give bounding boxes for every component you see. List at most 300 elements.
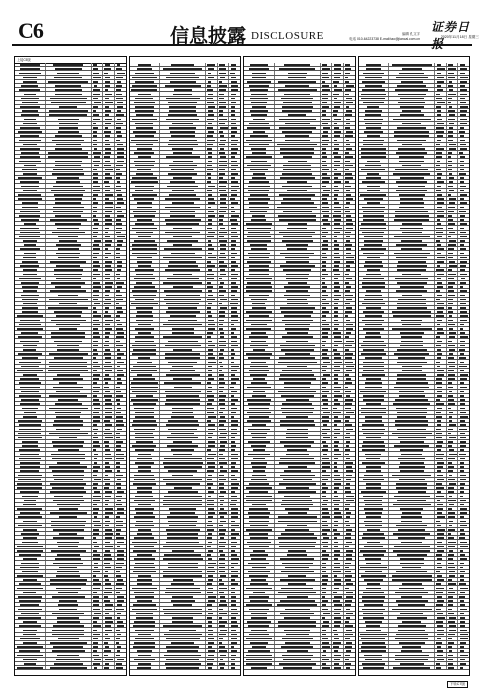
table-cell bbox=[344, 289, 355, 292]
table-cell bbox=[206, 293, 218, 296]
print-ink bbox=[93, 366, 100, 368]
print-ink bbox=[94, 458, 97, 460]
print-ink bbox=[117, 500, 121, 502]
print-ink bbox=[346, 642, 352, 644]
print-ink bbox=[54, 274, 82, 276]
print-ink bbox=[208, 600, 216, 602]
table-cell bbox=[244, 201, 275, 204]
table-cell bbox=[15, 109, 46, 112]
table-cell bbox=[115, 360, 126, 363]
table-cell bbox=[344, 84, 355, 87]
print-ink bbox=[220, 194, 228, 196]
print-ink bbox=[19, 395, 41, 397]
print-ink bbox=[253, 449, 266, 451]
table-cell bbox=[344, 528, 355, 531]
table-cell bbox=[229, 243, 240, 246]
table-cell bbox=[15, 503, 46, 506]
table-cell bbox=[92, 302, 104, 305]
table-cell bbox=[115, 473, 126, 476]
table-cell bbox=[359, 105, 390, 108]
print-ink bbox=[166, 311, 200, 313]
print-ink bbox=[208, 638, 214, 640]
table-cell bbox=[130, 243, 161, 246]
table-cell bbox=[321, 323, 333, 326]
table-cell bbox=[115, 658, 126, 661]
print-ink bbox=[163, 575, 202, 577]
print-ink bbox=[17, 575, 43, 577]
table-cell bbox=[130, 155, 161, 158]
print-ink bbox=[219, 131, 223, 133]
print-ink bbox=[346, 483, 351, 485]
print-ink bbox=[208, 123, 213, 125]
table-cell bbox=[321, 574, 333, 577]
table-cell bbox=[15, 662, 46, 665]
print-ink bbox=[207, 299, 214, 301]
table-cell bbox=[46, 214, 92, 217]
print-ink bbox=[135, 186, 154, 188]
print-ink bbox=[346, 609, 351, 611]
print-ink bbox=[253, 550, 265, 552]
table-cell bbox=[92, 109, 104, 112]
print-ink bbox=[322, 194, 328, 196]
print-ink bbox=[322, 303, 329, 305]
print-ink bbox=[346, 412, 354, 414]
print-ink bbox=[164, 496, 202, 498]
print-ink bbox=[345, 349, 349, 351]
print-ink bbox=[17, 483, 42, 485]
table-cell bbox=[103, 503, 115, 506]
print-ink bbox=[346, 613, 353, 615]
table-cell bbox=[160, 264, 206, 267]
table-cell bbox=[92, 88, 104, 91]
table-cell bbox=[321, 415, 333, 418]
table-cell bbox=[103, 394, 115, 397]
table-cell bbox=[46, 603, 92, 606]
print-ink bbox=[323, 621, 330, 623]
print-ink bbox=[449, 89, 453, 91]
listing-column-4 bbox=[358, 56, 471, 676]
print-ink bbox=[220, 500, 224, 502]
print-ink bbox=[252, 106, 267, 108]
print-ink bbox=[231, 433, 237, 435]
print-ink bbox=[116, 420, 123, 422]
print-ink bbox=[219, 311, 225, 313]
print-ink bbox=[105, 537, 112, 539]
print-ink bbox=[105, 583, 111, 585]
print-ink bbox=[93, 650, 97, 652]
print-ink bbox=[137, 219, 152, 221]
print-ink bbox=[166, 529, 200, 531]
table-cell bbox=[344, 624, 355, 627]
table-cell bbox=[244, 97, 275, 100]
table-cell bbox=[92, 214, 104, 217]
table-cell bbox=[15, 452, 46, 455]
table-cell bbox=[321, 356, 333, 359]
table-cell bbox=[344, 499, 355, 502]
table-cell bbox=[206, 607, 218, 610]
print-ink bbox=[246, 638, 272, 640]
table-cell bbox=[344, 314, 355, 317]
table-cell bbox=[15, 272, 46, 275]
table-cell bbox=[244, 247, 275, 250]
print-ink bbox=[333, 349, 336, 351]
table-cell bbox=[344, 461, 355, 464]
table-cell bbox=[344, 607, 355, 610]
table-cell bbox=[103, 616, 115, 619]
print-ink bbox=[219, 546, 225, 548]
print-ink bbox=[50, 98, 87, 100]
print-ink bbox=[231, 257, 235, 259]
table-cell bbox=[130, 499, 161, 502]
print-ink bbox=[334, 102, 341, 104]
print-ink bbox=[93, 638, 97, 640]
table-cell bbox=[130, 130, 161, 133]
print-ink bbox=[345, 207, 349, 209]
table-cell bbox=[103, 549, 115, 552]
print-ink bbox=[208, 550, 213, 552]
table-cell bbox=[321, 457, 333, 460]
print-ink bbox=[283, 169, 311, 171]
print-ink bbox=[116, 445, 121, 447]
table-cell bbox=[275, 117, 321, 120]
print-ink bbox=[131, 399, 158, 401]
table-cell bbox=[229, 633, 240, 636]
print-ink bbox=[105, 269, 112, 271]
table-cell bbox=[46, 306, 92, 309]
print-ink bbox=[94, 102, 101, 104]
print-ink bbox=[346, 299, 353, 301]
print-ink bbox=[169, 127, 196, 129]
print-ink bbox=[448, 119, 455, 121]
print-ink bbox=[56, 429, 80, 431]
print-ink bbox=[334, 357, 341, 359]
print-ink bbox=[334, 663, 339, 665]
table-cell bbox=[15, 222, 46, 225]
print-ink bbox=[105, 604, 113, 606]
table-cell bbox=[130, 71, 161, 74]
table-cell bbox=[332, 444, 344, 447]
table-cell bbox=[130, 641, 161, 644]
print-ink bbox=[322, 324, 329, 326]
table-cell bbox=[332, 616, 344, 619]
table-cell bbox=[92, 486, 104, 489]
table-cell bbox=[103, 277, 115, 280]
print-ink bbox=[93, 496, 101, 498]
print-ink bbox=[219, 89, 225, 91]
print-ink bbox=[93, 119, 100, 121]
table-cell bbox=[218, 549, 230, 552]
table-cell bbox=[130, 586, 161, 589]
print-ink bbox=[94, 491, 100, 493]
print-ink bbox=[170, 181, 195, 183]
print-ink bbox=[94, 659, 102, 661]
table-cell bbox=[218, 113, 230, 116]
table-cell bbox=[218, 293, 230, 296]
table-cell bbox=[321, 348, 333, 351]
print-ink bbox=[105, 445, 109, 447]
table-cell bbox=[206, 373, 218, 376]
print-ink bbox=[252, 177, 266, 179]
table-cell bbox=[229, 293, 240, 296]
print-ink bbox=[345, 353, 353, 355]
print-ink bbox=[231, 458, 238, 460]
print-ink bbox=[231, 395, 234, 397]
print-ink bbox=[50, 491, 86, 493]
print-ink bbox=[322, 81, 326, 83]
print-ink bbox=[345, 634, 352, 636]
table-cell bbox=[275, 302, 321, 305]
print-ink bbox=[135, 165, 153, 167]
print-ink bbox=[322, 604, 326, 606]
table-cell bbox=[206, 578, 218, 581]
print-ink bbox=[117, 646, 122, 648]
table-cell bbox=[321, 390, 333, 393]
table-cell bbox=[160, 243, 206, 246]
print-ink bbox=[59, 533, 77, 535]
table-cell bbox=[332, 390, 344, 393]
print-ink bbox=[460, 85, 465, 87]
table-cell bbox=[160, 277, 206, 280]
table-cell bbox=[359, 92, 390, 95]
table-cell bbox=[218, 80, 230, 83]
print-ink bbox=[105, 215, 110, 217]
print-ink bbox=[165, 207, 200, 209]
table-cell bbox=[229, 272, 240, 275]
print-ink bbox=[219, 236, 224, 238]
table-cell bbox=[244, 599, 275, 602]
print-ink bbox=[171, 253, 195, 255]
print-ink bbox=[322, 257, 327, 259]
table-cell bbox=[275, 67, 321, 70]
print-ink bbox=[280, 558, 314, 560]
table-cell bbox=[160, 281, 206, 284]
print-ink bbox=[208, 588, 213, 590]
print-ink bbox=[137, 311, 152, 313]
print-ink bbox=[220, 135, 224, 137]
table-cell bbox=[244, 243, 275, 246]
print-ink bbox=[136, 617, 153, 619]
table-cell bbox=[206, 193, 218, 196]
print-ink bbox=[208, 374, 212, 376]
table-cell bbox=[229, 561, 240, 564]
table-cell bbox=[244, 432, 275, 435]
table-cell bbox=[218, 591, 230, 594]
table-cell bbox=[229, 184, 240, 187]
print-ink bbox=[251, 479, 267, 481]
print-ink bbox=[365, 110, 383, 112]
print-ink bbox=[23, 81, 37, 83]
print-ink bbox=[131, 387, 158, 389]
table-cell bbox=[218, 473, 230, 476]
print-ink bbox=[136, 320, 152, 322]
print-ink bbox=[105, 106, 109, 108]
table-cell bbox=[229, 519, 240, 522]
table-cell bbox=[344, 432, 355, 435]
print-ink bbox=[117, 378, 121, 380]
print-ink bbox=[55, 89, 82, 91]
table-cell bbox=[92, 201, 104, 204]
print-ink bbox=[171, 416, 194, 418]
table-cell bbox=[206, 394, 218, 397]
table-cell bbox=[92, 193, 104, 196]
table-cell bbox=[15, 339, 46, 342]
table-cell bbox=[46, 344, 92, 347]
table-cell bbox=[92, 482, 104, 485]
table-cell bbox=[275, 394, 321, 397]
print-ink bbox=[207, 663, 213, 665]
print-ink bbox=[50, 290, 86, 292]
table-cell bbox=[130, 105, 161, 108]
print-ink bbox=[322, 244, 328, 246]
print-ink bbox=[171, 642, 194, 644]
table-cell bbox=[115, 318, 126, 321]
print-ink bbox=[105, 286, 112, 288]
print-ink bbox=[138, 64, 150, 66]
print-ink bbox=[280, 600, 315, 602]
table-cell bbox=[115, 101, 126, 104]
table-cell bbox=[46, 599, 92, 602]
print-ink bbox=[24, 500, 36, 502]
print-ink bbox=[323, 362, 330, 364]
print-ink bbox=[220, 156, 226, 158]
print-ink bbox=[105, 328, 112, 330]
print-ink bbox=[105, 320, 113, 322]
print-ink bbox=[172, 328, 194, 330]
print-ink bbox=[230, 504, 236, 506]
print-ink bbox=[208, 521, 212, 523]
print-ink bbox=[334, 533, 340, 535]
print-ink bbox=[138, 454, 151, 456]
print-ink bbox=[345, 449, 350, 451]
table-cell bbox=[15, 176, 46, 179]
print-ink bbox=[137, 487, 152, 489]
print-ink bbox=[132, 290, 156, 292]
table-cell bbox=[218, 469, 230, 472]
print-ink bbox=[168, 420, 198, 422]
table-cell bbox=[130, 97, 161, 100]
print-ink bbox=[93, 315, 100, 317]
print-ink bbox=[105, 257, 109, 259]
table-cell bbox=[103, 570, 115, 573]
table-cell bbox=[321, 117, 333, 120]
print-ink bbox=[231, 156, 235, 158]
table-cell bbox=[103, 88, 115, 91]
print-ink bbox=[93, 429, 98, 431]
table-cell bbox=[92, 503, 104, 506]
print-ink bbox=[460, 123, 467, 125]
print-ink bbox=[133, 625, 155, 627]
table-cell bbox=[160, 360, 206, 363]
table-cell bbox=[46, 486, 92, 489]
table-cell bbox=[160, 599, 206, 602]
table-cell bbox=[332, 298, 344, 301]
table-cell bbox=[229, 176, 240, 179]
print-ink bbox=[334, 106, 341, 108]
table-cell bbox=[275, 461, 321, 464]
print-ink bbox=[116, 127, 120, 129]
print-ink bbox=[334, 119, 341, 121]
print-ink bbox=[346, 441, 350, 443]
print-ink bbox=[20, 265, 39, 267]
table-cell bbox=[160, 557, 206, 560]
table-cell bbox=[15, 658, 46, 661]
table-cell bbox=[332, 398, 344, 401]
print-ink bbox=[250, 600, 269, 602]
table-cell bbox=[229, 524, 240, 527]
print-ink bbox=[53, 186, 83, 188]
table-cell bbox=[275, 339, 321, 342]
table-cell bbox=[115, 247, 126, 250]
print-ink bbox=[247, 399, 271, 401]
table-cell bbox=[229, 398, 240, 401]
print-ink bbox=[163, 571, 202, 573]
print-ink bbox=[116, 123, 123, 125]
print-ink bbox=[279, 663, 316, 665]
table-cell bbox=[46, 557, 92, 560]
table-cell bbox=[130, 406, 161, 409]
table-cell bbox=[92, 394, 104, 397]
print-ink bbox=[105, 399, 110, 401]
table-cell bbox=[244, 339, 275, 342]
table-cell bbox=[275, 532, 321, 535]
table-cell bbox=[275, 633, 321, 636]
print-ink bbox=[437, 73, 441, 75]
table-cell bbox=[332, 666, 344, 669]
print-ink bbox=[207, 169, 213, 171]
print-ink bbox=[170, 131, 195, 133]
table-cell bbox=[92, 92, 104, 95]
table-cell bbox=[244, 143, 275, 146]
print-ink bbox=[19, 73, 41, 75]
print-ink bbox=[248, 429, 271, 431]
table-cell bbox=[332, 122, 344, 125]
print-ink bbox=[163, 324, 202, 326]
print-ink bbox=[93, 642, 98, 644]
table-cell bbox=[15, 155, 46, 158]
table-cell bbox=[103, 184, 115, 187]
print-ink bbox=[93, 81, 98, 83]
table-cell bbox=[15, 578, 46, 581]
print-ink bbox=[280, 420, 314, 422]
table-cell bbox=[332, 318, 344, 321]
table-cell bbox=[275, 369, 321, 372]
table-cell bbox=[229, 628, 240, 631]
table-cell bbox=[344, 339, 355, 342]
table-cell bbox=[321, 113, 333, 116]
table-cell bbox=[92, 419, 104, 422]
print-ink bbox=[334, 395, 342, 397]
table-cell bbox=[160, 612, 206, 615]
table-cell bbox=[46, 444, 92, 447]
print-ink bbox=[323, 215, 329, 217]
table-cell bbox=[332, 134, 344, 137]
print-ink bbox=[333, 600, 340, 602]
table-cell bbox=[115, 138, 126, 141]
print-ink bbox=[231, 307, 237, 309]
table-cell bbox=[206, 335, 218, 338]
print-ink bbox=[231, 470, 238, 472]
print-ink bbox=[93, 169, 98, 171]
table-cell bbox=[46, 499, 92, 502]
print-ink bbox=[164, 299, 201, 301]
print-ink bbox=[322, 198, 327, 200]
table-cell bbox=[206, 633, 218, 636]
print-ink bbox=[246, 223, 272, 225]
table-cell bbox=[206, 285, 218, 288]
print-ink bbox=[18, 596, 41, 598]
table-cell bbox=[130, 394, 161, 397]
print-ink bbox=[93, 625, 101, 627]
